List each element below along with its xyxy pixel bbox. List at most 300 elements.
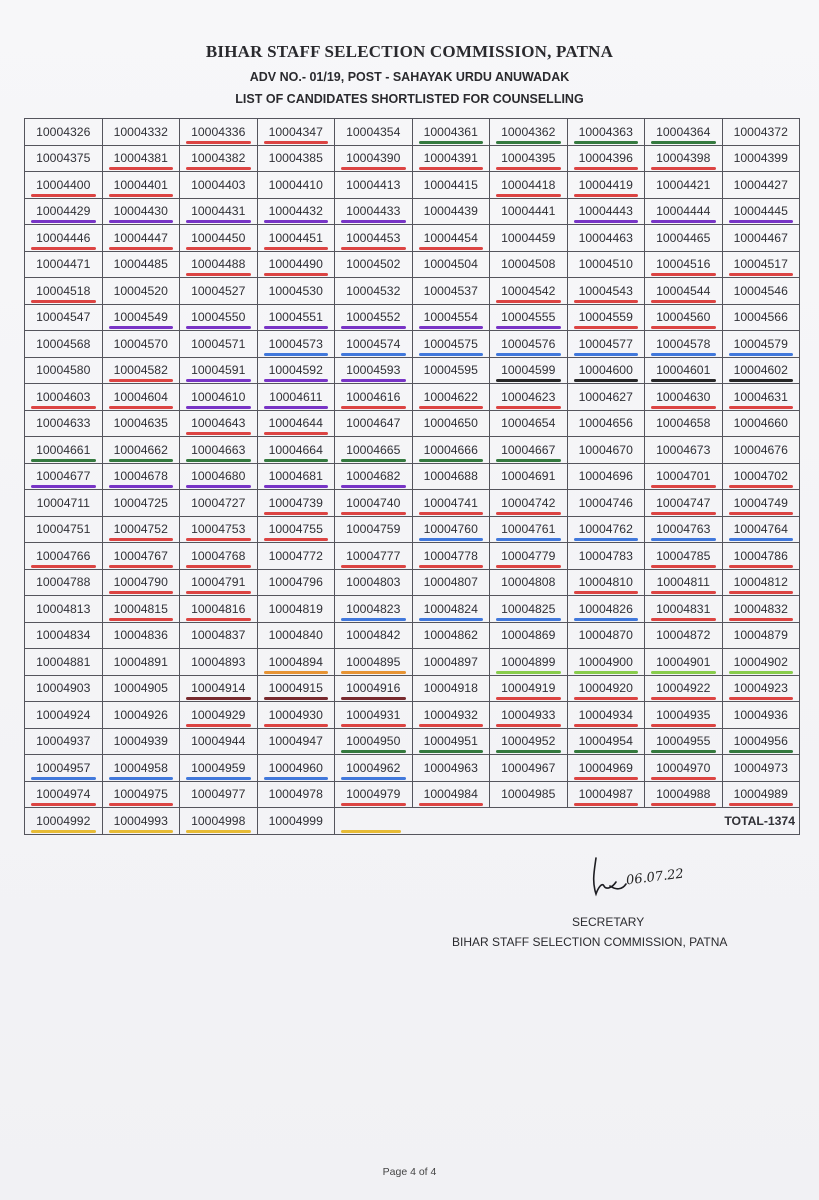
roll-number-cell: [257, 463, 335, 490]
roll-number-cell: [102, 622, 180, 649]
roll-number-cell: [102, 437, 180, 464]
roll-number: 10004566: [733, 310, 788, 325]
roll-number: 10004960: [268, 760, 323, 775]
roll-number: 10004372: [733, 124, 788, 139]
roll-number-cell: [722, 331, 800, 358]
blank-cell: [335, 808, 723, 835]
roll-number: 10004485: [113, 257, 168, 272]
roll-number-cell: [567, 119, 645, 146]
roll-number-cell: [412, 675, 490, 702]
roll-number: 10004415: [423, 177, 478, 192]
page-number: Page 4 of 4: [382, 1166, 437, 1178]
roll-number-cell: [102, 490, 180, 517]
roll-number-cell: [412, 384, 490, 411]
roll-number-cell: [567, 649, 645, 676]
purple-underline-mark: [341, 326, 406, 329]
roll-number-cell: [490, 304, 568, 331]
roll-number-cell: [257, 198, 335, 225]
blue-underline-mark: [341, 777, 406, 780]
roll-number: 10004616: [346, 389, 401, 404]
red-underline-mark: [651, 724, 716, 727]
roll-number-cell: [335, 251, 413, 278]
roll-number-cell: [412, 251, 490, 278]
green-underline-mark: [31, 459, 96, 462]
roll-number: 10004764: [733, 522, 788, 537]
red-underline-mark: [496, 697, 561, 700]
roll-number: 10004682: [346, 469, 401, 484]
roll-number-cell: [335, 516, 413, 543]
table-row: [25, 357, 800, 384]
roll-number-cell: [335, 463, 413, 490]
roll-number-cell: [412, 331, 490, 358]
roll-number: 10004824: [423, 601, 478, 616]
roll-number-cell: [335, 357, 413, 384]
roll-number-cell: [257, 728, 335, 755]
red-underline-mark: [574, 167, 639, 170]
roll-number: 10004433: [346, 204, 401, 219]
black-underline-mark: [729, 379, 794, 382]
yellow-underline-mark: [31, 830, 96, 833]
roll-number: 10004551: [268, 310, 323, 325]
roll-number-cell: [722, 463, 800, 490]
roll-number-cell: [335, 649, 413, 676]
roll-number-cell: [490, 278, 568, 305]
roll-number-cell: [722, 278, 800, 305]
roll-number: 10004622: [423, 389, 478, 404]
roll-number: 10004610: [191, 389, 246, 404]
roll-number-cell: [567, 463, 645, 490]
roll-number: 10004518: [36, 283, 91, 298]
roll-number: 10004667: [501, 442, 556, 457]
roll-number-cell: [102, 145, 180, 172]
roll-number-cell: [412, 198, 490, 225]
roll-number: 10004488: [191, 257, 246, 272]
roll-number-cell: [257, 225, 335, 252]
blue-underline-mark: [574, 538, 639, 541]
roll-number-cell: [257, 516, 335, 543]
roll-number: 10004413: [346, 177, 401, 192]
roll-number-cell: [412, 410, 490, 437]
roll-number-cell: [567, 437, 645, 464]
green-underline-mark: [419, 459, 484, 462]
roll-number: 10004785: [656, 548, 711, 563]
roll-number: 10004962: [346, 760, 401, 775]
list-title: LIST OF CANDIDATES SHORTLISTED FOR COUNSELLING: [235, 92, 584, 106]
roll-number: 10004919: [501, 681, 556, 696]
roll-number: 10004811: [656, 575, 710, 590]
roll-number-cell: [335, 702, 413, 729]
blue-underline-mark: [729, 538, 794, 541]
roll-number-cell: [180, 198, 258, 225]
red-underline-mark: [651, 618, 716, 621]
roll-number: 10004660: [733, 416, 788, 431]
green-underline-mark: [341, 459, 406, 462]
red-underline-mark: [109, 247, 174, 250]
blue-underline-mark: [419, 538, 484, 541]
roll-number: 10004463: [578, 230, 633, 245]
roll-number-cell: [567, 596, 645, 623]
roll-number: 10004788: [36, 575, 91, 590]
roll-number-cell: [102, 702, 180, 729]
red-underline-mark: [729, 803, 794, 806]
purple-underline-mark: [341, 220, 406, 223]
roll-number-cell: [722, 490, 800, 517]
red-underline-mark: [419, 803, 484, 806]
roll-number: 10004869: [501, 628, 556, 643]
red-underline-mark: [729, 565, 794, 568]
roll-number: 10004879: [733, 628, 788, 643]
roll-number-cell: [25, 675, 103, 702]
roll-number-cell: [257, 331, 335, 358]
yellow-underline-mark: [341, 830, 401, 833]
roll-number: 10004421: [656, 177, 711, 192]
roll-number: 10004559: [578, 310, 633, 325]
roll-number-cell: [567, 304, 645, 331]
roll-number: 10004443: [578, 204, 633, 219]
roll-number-cell: [25, 755, 103, 782]
roll-number-cell: [180, 808, 258, 835]
red-underline-mark: [341, 406, 406, 409]
roll-number-cell: [645, 781, 723, 808]
red-underline-mark: [651, 167, 716, 170]
roll-number: 10004611: [269, 389, 323, 404]
blue-underline-mark: [109, 777, 174, 780]
roll-number: 10004602: [733, 363, 788, 378]
roll-number: 10004654: [501, 416, 556, 431]
roll-number-cell: [335, 304, 413, 331]
roll-number-cell: [102, 357, 180, 384]
roll-number-cell: [722, 225, 800, 252]
roll-number-cell: [102, 331, 180, 358]
green-underline-mark: [651, 141, 716, 144]
roll-number-cell: [180, 675, 258, 702]
secretary-organisation: BIHAR STAFF SELECTION COMMISSION, PATNA: [452, 935, 728, 949]
red-underline-mark: [186, 432, 251, 435]
roll-number-cell: [102, 649, 180, 676]
maroon-underline-mark: [264, 697, 329, 700]
roll-number-cell: [490, 437, 568, 464]
purple-underline-mark: [109, 326, 174, 329]
roll-number-cell: [722, 702, 800, 729]
roll-number-cell: [645, 304, 723, 331]
roll-number-cell: [102, 569, 180, 596]
roll-number: 10004630: [656, 389, 711, 404]
roll-number: 10004504: [423, 257, 478, 272]
roll-number-cell: [722, 384, 800, 411]
roll-number: 10004656: [578, 416, 633, 431]
roll-number-cell: [722, 145, 800, 172]
roll-number: 10004439: [423, 204, 478, 219]
roll-number-cell: [180, 490, 258, 517]
purple-underline-mark: [109, 485, 174, 488]
roll-number-cell: [180, 410, 258, 437]
table-row: [25, 781, 800, 808]
roll-number: 10004815: [113, 601, 168, 616]
roll-number: 10004627: [578, 389, 633, 404]
roll-number: 10004391: [423, 151, 478, 166]
roll-number-cell: [335, 755, 413, 782]
roll-number: 10004395: [501, 151, 556, 166]
roll-number: 10004992: [36, 813, 91, 828]
roll-number-cell: [412, 569, 490, 596]
table-row: [25, 622, 800, 649]
green-underline-mark: [109, 459, 174, 462]
roll-number-cell: [180, 702, 258, 729]
roll-number-cell: [25, 569, 103, 596]
red-underline-mark: [496, 406, 561, 409]
purple-underline-mark: [341, 379, 406, 382]
roll-number-cell: [257, 357, 335, 384]
roll-number-cell: [180, 543, 258, 570]
roll-number-cell: [645, 728, 723, 755]
roll-number-cell: [102, 198, 180, 225]
roll-number: 10004950: [346, 734, 401, 749]
roll-number: 10004418: [501, 177, 556, 192]
red-underline-mark: [651, 406, 716, 409]
roll-number-cell: [335, 198, 413, 225]
roll-number: 10004459: [501, 230, 556, 245]
roll-number: 10004973: [733, 760, 788, 775]
roll-number-cell: [567, 702, 645, 729]
blue-underline-mark: [574, 353, 639, 356]
green-underline-mark: [264, 459, 329, 462]
roll-number-cell: [722, 755, 800, 782]
roll-number: 10004465: [656, 230, 711, 245]
roll-number: 10004665: [346, 442, 401, 457]
roll-number-cell: [490, 490, 568, 517]
roll-number-cell: [335, 119, 413, 146]
roll-number: 10004993: [113, 813, 168, 828]
roll-number-cell: [25, 437, 103, 464]
secretary-label: SECRETARY: [572, 915, 645, 929]
table-row: [25, 755, 800, 782]
roll-number: 10004967: [501, 760, 556, 775]
roll-number-cell: [645, 516, 723, 543]
roll-number-cell: [490, 516, 568, 543]
roll-number: 10004766: [36, 548, 91, 563]
green-underline-mark: [496, 141, 561, 144]
roll-number: 10004832: [733, 601, 788, 616]
roll-number: 10004688: [423, 469, 478, 484]
roll-number: 10004336: [191, 124, 246, 139]
roll-number: 10004812: [733, 575, 788, 590]
red-underline-mark: [341, 247, 406, 250]
roll-number-cell: [180, 304, 258, 331]
purple-underline-mark: [651, 220, 716, 223]
roll-number-cell: [25, 543, 103, 570]
roll-number-cell: [567, 278, 645, 305]
red-underline-mark: [419, 724, 484, 727]
roll-number-cell: [102, 119, 180, 146]
roll-number: 10004826: [578, 601, 633, 616]
red-underline-mark: [109, 618, 174, 621]
roll-number-cell: [567, 251, 645, 278]
roll-number-cell: [102, 384, 180, 411]
roll-number: 10004974: [36, 787, 91, 802]
roll-number: 10004593: [346, 363, 401, 378]
roll-number-cell: [25, 331, 103, 358]
red-underline-mark: [651, 512, 716, 515]
roll-number-cell: [412, 728, 490, 755]
roll-number: 10004903: [36, 681, 91, 696]
roll-number: 10004396: [578, 151, 633, 166]
roll-number: 10004530: [268, 283, 323, 298]
table-row: [25, 543, 800, 570]
blue-underline-mark: [341, 353, 406, 356]
roll-number-cell: [722, 437, 800, 464]
roll-number: 10004681: [268, 469, 323, 484]
red-underline-mark: [496, 512, 561, 515]
green-underline-mark: [651, 750, 716, 753]
roll-number: 10004444: [656, 204, 711, 219]
table-row: [25, 119, 800, 146]
red-underline-mark: [264, 432, 329, 435]
roll-number: 10004914: [191, 681, 246, 696]
roll-number-cell: [645, 569, 723, 596]
roll-number: 10004767: [113, 548, 168, 563]
roll-number: 10004947: [268, 734, 323, 749]
blue-underline-mark: [419, 618, 484, 621]
candidate-roll-table: [24, 118, 800, 835]
roll-number: 10004419: [578, 177, 633, 192]
roll-number-cell: [645, 410, 723, 437]
roll-number-cell: [102, 781, 180, 808]
roll-number: 10004382: [191, 151, 246, 166]
roll-number: 10004560: [656, 310, 711, 325]
roll-number: 10004834: [36, 628, 91, 643]
roll-number-cell: [335, 781, 413, 808]
roll-number: 10004761: [501, 522, 556, 537]
red-underline-mark: [419, 512, 484, 515]
roll-number-cell: [180, 437, 258, 464]
roll-number: 10004635: [113, 416, 168, 431]
roll-number-cell: [490, 225, 568, 252]
roll-number-cell: [257, 543, 335, 570]
roll-number: 10004666: [423, 442, 478, 457]
roll-number: 10004933: [501, 707, 556, 722]
blue-underline-mark: [574, 618, 639, 621]
table-row: [25, 278, 800, 305]
roll-number-cell: [257, 755, 335, 782]
roll-number: 10004924: [36, 707, 91, 722]
roll-number-cell: [722, 357, 800, 384]
roll-number-cell: [412, 225, 490, 252]
roll-number: 10004542: [501, 283, 556, 298]
lime-underline-mark: [651, 671, 716, 674]
roll-number-cell: [102, 808, 180, 835]
roll-number: 10004549: [113, 310, 168, 325]
roll-number: 10004825: [501, 601, 556, 616]
roll-number-cell: [722, 569, 800, 596]
roll-number: 10004840: [268, 628, 323, 643]
red-underline-mark: [651, 803, 716, 806]
roll-number-cell: [335, 278, 413, 305]
roll-number-cell: [722, 119, 800, 146]
roll-number: 10004575: [423, 336, 478, 351]
roll-number: 10004915: [268, 681, 323, 696]
red-underline-mark: [496, 724, 561, 727]
roll-number-cell: [257, 410, 335, 437]
roll-number-cell: [490, 119, 568, 146]
roll-number-cell: [567, 357, 645, 384]
roll-number-cell: [645, 251, 723, 278]
roll-number-cell: [412, 145, 490, 172]
purple-underline-mark: [729, 220, 794, 223]
roll-number: 10004600: [578, 363, 633, 378]
roll-number-cell: [180, 251, 258, 278]
red-underline-mark: [186, 538, 251, 541]
roll-number-cell: [567, 145, 645, 172]
roll-number-cell: [645, 463, 723, 490]
roll-number-cell: [102, 172, 180, 199]
roll-number: 10004362: [501, 124, 556, 139]
roll-number-cell: [257, 702, 335, 729]
red-underline-mark: [31, 803, 96, 806]
red-underline-mark: [264, 538, 329, 541]
red-underline-mark: [496, 565, 561, 568]
roll-number-cell: [412, 357, 490, 384]
purple-underline-mark: [574, 220, 639, 223]
roll-number: 10004923: [733, 681, 788, 696]
roll-number: 10004532: [346, 283, 401, 298]
green-underline-mark: [419, 141, 484, 144]
roll-number: 10004555: [501, 310, 556, 325]
roll-number: 10004446: [36, 230, 91, 245]
roll-number-cell: [257, 119, 335, 146]
roll-number-cell: [645, 172, 723, 199]
red-underline-mark: [186, 565, 251, 568]
roll-number: 10004400: [36, 177, 91, 192]
roll-number: 10004711: [36, 495, 90, 510]
red-underline-mark: [729, 512, 794, 515]
blue-underline-mark: [729, 353, 794, 356]
red-underline-mark: [109, 406, 174, 409]
roll-number: 10004445: [733, 204, 788, 219]
roll-number-cell: [25, 278, 103, 305]
roll-number: 10004661: [36, 442, 91, 457]
roll-number-cell: [102, 225, 180, 252]
purple-underline-mark: [264, 326, 329, 329]
roll-number-cell: [180, 278, 258, 305]
roll-number: 10004527: [191, 283, 246, 298]
roll-number: 10004778: [423, 548, 478, 563]
red-underline-mark: [419, 167, 484, 170]
roll-number-cell: [335, 384, 413, 411]
red-underline-mark: [729, 591, 794, 594]
roll-number: 10004739: [268, 495, 323, 510]
roll-number: 10004786: [733, 548, 788, 563]
roll-number: 10004537: [423, 283, 478, 298]
roll-number: 10004998: [191, 813, 246, 828]
roll-number: 10004790: [113, 575, 168, 590]
red-underline-mark: [574, 326, 639, 329]
table-row: [25, 702, 800, 729]
roll-number-cell: [335, 145, 413, 172]
roll-number-cell: [722, 622, 800, 649]
roll-number: 10004678: [113, 469, 168, 484]
red-underline-mark: [729, 485, 794, 488]
roll-number-cell: [645, 543, 723, 570]
roll-number-cell: [412, 781, 490, 808]
roll-number: 10004862: [423, 628, 478, 643]
roll-number: 10004658: [656, 416, 711, 431]
roll-number-cell: [412, 490, 490, 517]
roll-number: 10004836: [113, 628, 168, 643]
red-underline-mark: [186, 591, 251, 594]
roll-number-cell: [180, 331, 258, 358]
roll-number-cell: [180, 755, 258, 782]
roll-number: 10004670: [578, 442, 633, 457]
